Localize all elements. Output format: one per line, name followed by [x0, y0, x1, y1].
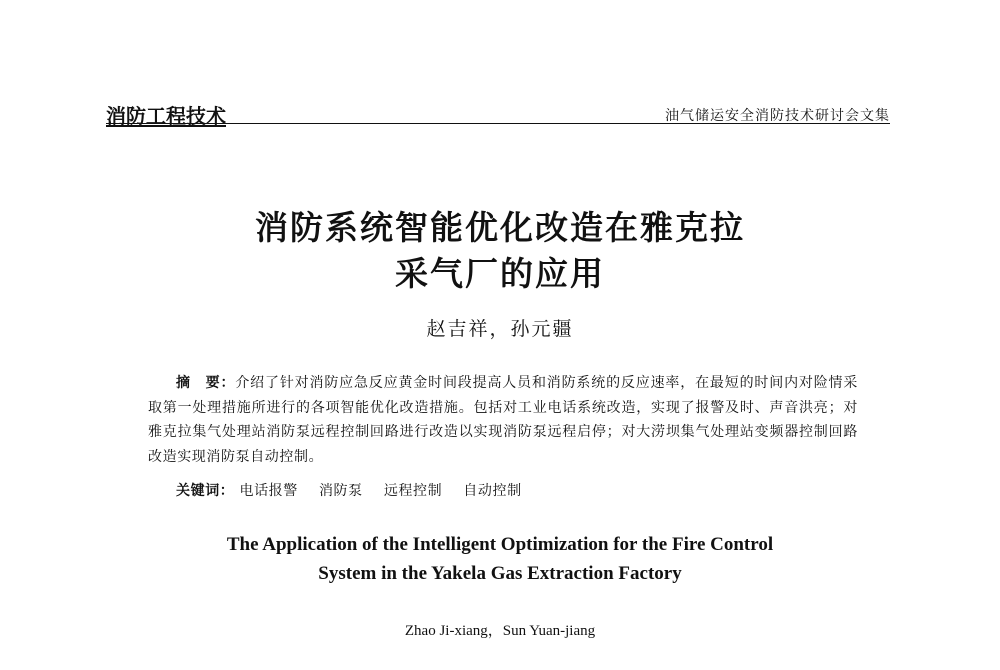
keyword: 消防泵	[318, 483, 363, 499]
keyword: 电话报警	[239, 483, 298, 499]
abstract	[148, 371, 858, 469]
keyword: 自动控制	[463, 483, 522, 499]
header-rule	[106, 123, 890, 124]
title-chinese	[0, 205, 1000, 297]
keyword: 远程控制	[383, 483, 443, 499]
running-header-proceedings: 油气储运安全消防技术研讨会文集	[665, 108, 890, 124]
title-english-line-2: System in the Yakela Gas Extraction Factory	[318, 563, 682, 584]
abstract-text: 介绍了针对消防应急反应黄金时间段提高人员和消防系统的反应速率，在最短的时间内对险情采取第一处理措施所进行的各项智能优化改造措施。包括对工业电话系统改造，实现了报警及时、声音洪亮；对雅克拉集气处理站消防泵远程控制回路进行改造以实现消防泵远程启停；对大涝坝集气处理站变频器控制回路改造实现消防泵自动控制。	[148, 375, 858, 465]
keywords-label: 关键词：	[176, 483, 235, 499]
authors-english: Zhao Ji-xiang，Sun Yuan-jiang	[404, 623, 596, 639]
abstract-label: 摘 要：	[176, 375, 236, 391]
title-english	[0, 530, 1000, 588]
authors-chinese: 赵吉祥，孙元疆	[426, 318, 574, 340]
keywords	[176, 480, 538, 500]
title-english-line-1: The Application of the Intelligent Optimization for the Fire Control	[226, 534, 774, 555]
running-header-section: 消防工程技术	[106, 104, 226, 128]
title-chinese-line-1: 消防系统智能优化改造在雅克拉	[255, 208, 745, 247]
title-chinese-line-2: 采气厂的应用	[395, 254, 605, 293]
